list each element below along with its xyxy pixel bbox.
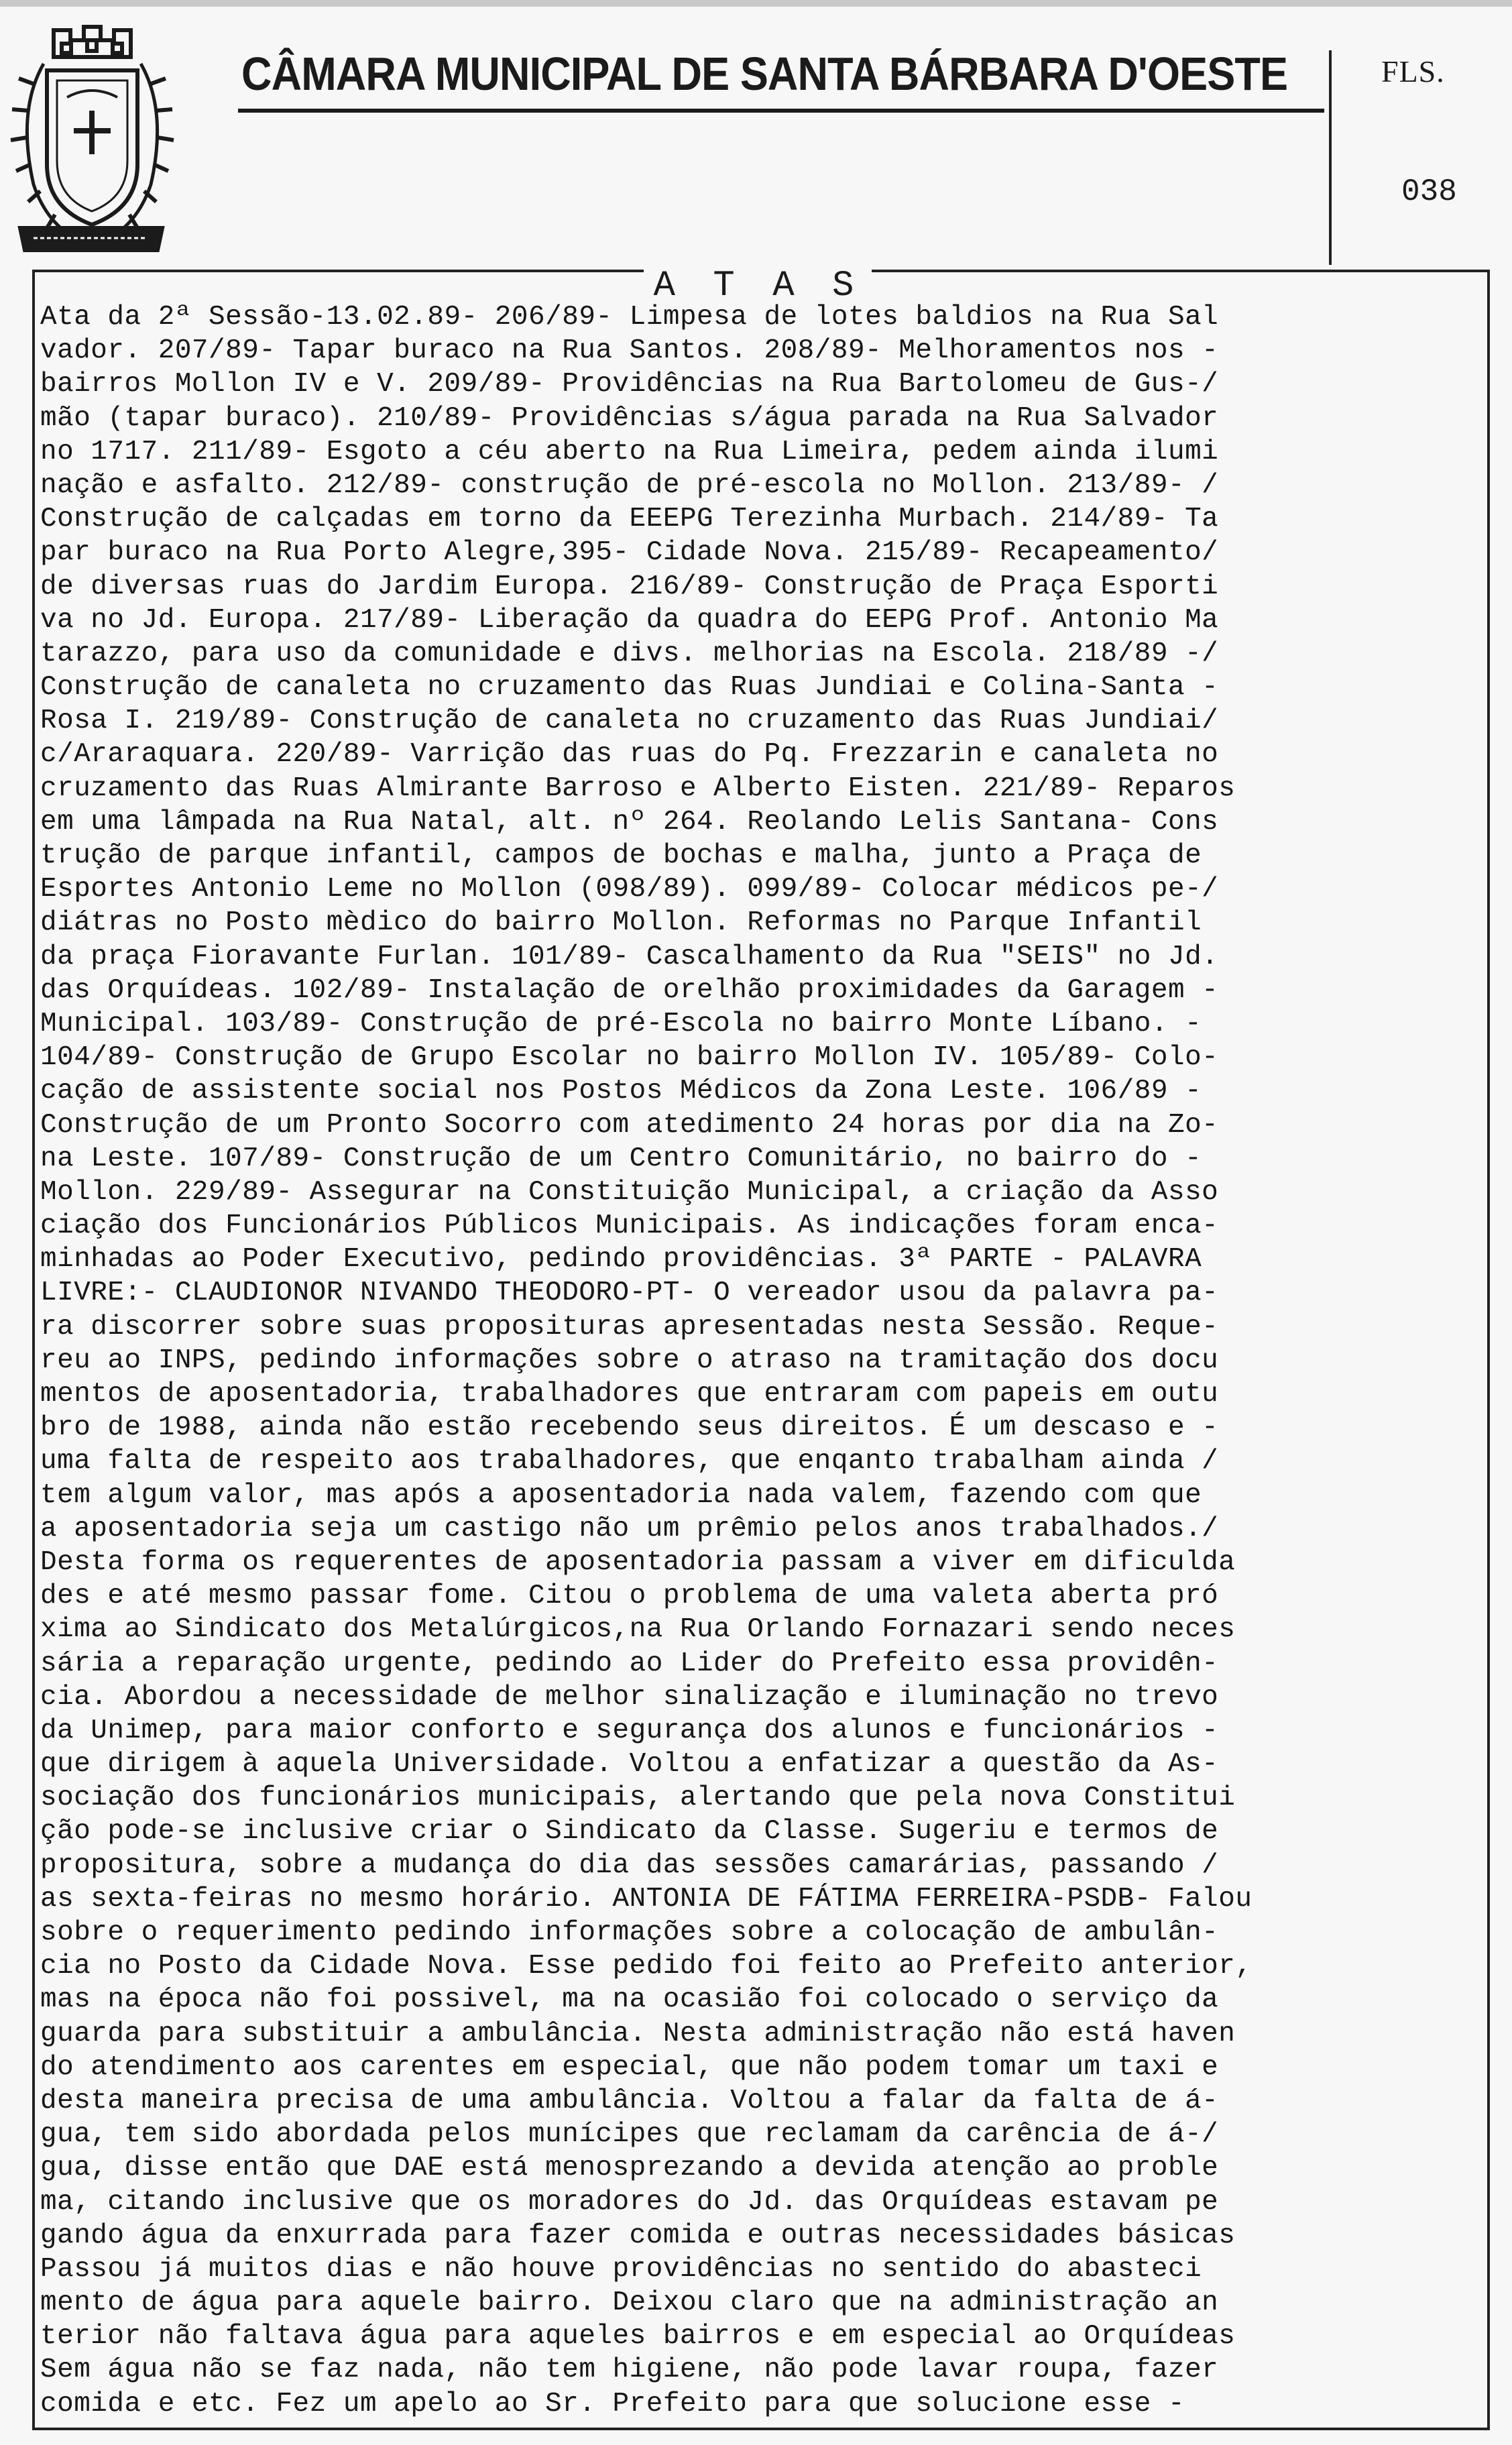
folio-number: 038: [1401, 174, 1457, 209]
fls-label: FLS.: [1381, 54, 1445, 89]
text-line: de diversas ruas do Jardim Europa. 216/89- Construção de Praça Esporti: [40, 571, 1219, 602]
text-line: ção pode-se inclusive criar o Sindicato da Classe. Sugeriu e termos de: [40, 1816, 1219, 1847]
text-line: Ata da 2ª Sessão-13.02.89- 206/89- Limpesa de lotes baldios na Rua Sal: [40, 302, 1219, 333]
text-line: LIVRE:- CLAUDIONOR NIVANDO THEODORO-PT- O vereador usou da palavra pa-: [40, 1277, 1219, 1309]
municipal-coat-of-arms-icon: [7, 10, 176, 258]
text-line: Sem água não se faz nada, não tem higiene, não pode lavar roupa, fazer: [40, 2354, 1219, 2386]
letterhead: [0, 0, 1512, 268]
text-line: na Leste. 107/89- Construção de um Centro Comunitário, no bairro do -: [40, 1143, 1202, 1174]
text-line: mas na época não foi possivel, ma na ocasião foi colocado o serviço da: [40, 1984, 1219, 2016]
text-line: cia no Posto da Cidade Nova. Esse pedido foi feito ao Prefeito anterior,: [40, 1951, 1253, 1982]
section-heading: A T A S: [644, 263, 872, 310]
text-line: Construção de um Pronto Socorro com atedimento 24 horas por dia na Zo-: [40, 1109, 1219, 1141]
text-line: mão (tapar buraco). 210/89- Providências s/água parada na Rua Salvador: [40, 402, 1219, 434]
text-line: tarazzo, para uso da comunidade e divs. melhorias na Escola. 218/89 -/: [40, 638, 1219, 669]
text-line: gando água da enxurrada para fazer comida e outras necessidades básicas: [40, 2220, 1236, 2251]
text-line: em uma lâmpada na Rua Natal, alt. nº 264. Reolando Lelis Santana- Cons: [40, 806, 1219, 838]
text-line: bro de 1988, ainda não estão recebendo seus direitos. É um descaso e -: [40, 1412, 1219, 1444]
text-line: mentos de aposentadoria, trabalhadores que entraram com papeis em outu: [40, 1379, 1219, 1410]
text-line: cação de assistente social nos Postos Médicos da Zona Leste. 106/89 -: [40, 1076, 1202, 1107]
text-line: c/Araraquara. 220/89- Varrição das ruas do Pq. Frezzarin e canaleta no: [40, 739, 1219, 771]
text-line: comida e etc. Fez um apelo ao Sr. Prefeito para que solucione esse -: [40, 2388, 1185, 2420]
text-line: as sexta-feiras no mesmo horário. ANTONIA DE FÁTIMA FERREIRA-PSDB- Falou: [40, 1883, 1253, 1915]
text-line: tem algum valor, mas após a aposentadoria nada valem, fazendo com que: [40, 1479, 1202, 1511]
text-line: mento de água para aquele bairro. Deixou claro que na administração an: [40, 2287, 1219, 2319]
text-line: xima ao Sindicato dos Metalúrgicos,na Rua Orlando Fornazari sendo neces: [40, 1614, 1236, 1646]
text-line: Municipal. 103/89- Construção de pré-Escola no bairro Monte Líbano. -: [40, 1008, 1202, 1039]
institution-title: CÂMARA MUNICIPAL DE SANTA BÁRBARA D'OESTE: [241, 48, 1288, 100]
header-divider: [1329, 50, 1332, 265]
text-line: reu ao INPS, pedindo informações sobre o atraso na tramitação dos docu: [40, 1345, 1219, 1376]
text-line: par buraco na Rua Porto Alegre,395- Cidade Nova. 215/89- Recapeamento/: [40, 537, 1219, 569]
text-line: sária a reparação urgente, pedindo ao Lider do Prefeito essa providên-: [40, 1648, 1219, 1679]
text-line: bairros Mollon IV e V. 209/89- Providências na Rua Bartolomeu de Gus-/: [40, 369, 1219, 400]
text-line: ra discorrer sobre suas proposituras apresentadas nesta Sessão. Reque-: [40, 1311, 1219, 1343]
text-line: vador. 207/89- Tapar buraco na Rua Santos. 208/89- Melhoramentos nos -: [40, 335, 1219, 367]
text-line: Mollon. 229/89- Assegurar na Constituição Municipal, a criação da Asso: [40, 1176, 1219, 1208]
text-line: terior não faltava água para aqueles bairros e em especial ao Orquídeas: [40, 2321, 1236, 2352]
text-line: do atendimento aos carentes em especial, que não podem tomar um taxi e: [40, 2051, 1219, 2083]
text-line: desta maneira precisa de uma ambulância. Voltou a falar da falta de á-: [40, 2085, 1219, 2116]
text-line: Passou já muitos dias e não houve providências no sentido do abasteci: [40, 2253, 1202, 2285]
text-line: Rosa I. 219/89- Construção de canaleta no cruzamento das Ruas Jundiai/: [40, 705, 1219, 737]
text-line: guarda para substituir a ambulância. Nesta administração não está haven: [40, 2018, 1236, 2049]
text-line: Construção de canaleta no cruzamento das Ruas Jundiai e Colina-Santa -: [40, 672, 1219, 703]
text-line: no 1717. 211/89- Esgoto a céu aberto na Rua Limeira, pedem ainda ilumi: [40, 436, 1219, 467]
text-line: ciação dos Funcionários Públicos Municipais. As indicações foram enca-: [40, 1210, 1219, 1242]
text-line: nação e asfalto. 212/89- construção de pré-escola no Mollon. 213/89- /: [40, 469, 1219, 501]
text-line: minhadas ao Poder Executivo, pedindo providências. 3ª PARTE - PALAVRA: [40, 1244, 1202, 1275]
text-line: cruzamento das Ruas Almirante Barroso e Alberto Eisten. 221/89- Reparos: [40, 773, 1236, 804]
text-line: ma, citando inclusive que os moradores do Jd. das Orquídeas estavam pe: [40, 2186, 1219, 2218]
text-line: da praça Fioravante Furlan. 101/89- Cascalhamento da Rua "SEIS" no Jd.: [40, 941, 1219, 972]
text-line: trução de parque infantil, campos de bochas e malha, junto a Praça de: [40, 840, 1202, 871]
text-line: uma falta de respeito aos trabalhadores, que enqanto trabalham ainda /: [40, 1446, 1219, 1477]
text-line: va no Jd. Europa. 217/89- Liberação da quadra do EEPG Prof. Antonio Ma: [40, 604, 1219, 636]
minutes-text: [40, 300, 1489, 2421]
text-line: Esportes Antonio Leme no Mollon (098/89). 099/89- Colocar médicos pe-/: [40, 874, 1219, 905]
text-line: propositura, sobre a mudança do dia das sessões camarárias, passando /: [40, 1850, 1219, 1881]
text-line: gua, tem sido abordada pelos munícipes que reclamam da carência de á-/: [40, 2119, 1219, 2151]
text-line: diátras no Posto mèdico do bairro Mollon. Reformas no Parque Infantil: [40, 907, 1202, 939]
text-line: da Unimep, para maior conforto e segurança dos alunos e funcionários -: [40, 1715, 1219, 1746]
text-line: que dirigem à aquela Universidade. Voltou a enfatizar a questão da As-: [40, 1749, 1219, 1780]
text-line: sociação dos funcionários municipais, alertando que pela nova Constitui: [40, 1782, 1236, 1814]
text-line: gua, disse então que DAE está menosprezando a devida atenção ao proble: [40, 2153, 1219, 2184]
text-line: cia. Abordou a necessidade de melhor sinalização e iluminação no trevo: [40, 1681, 1219, 1713]
text-line: sobre o requerimento pedindo informações sobre a colocação de ambulân-: [40, 1917, 1219, 1948]
text-line: Construção de calçadas em torno da EEEPG Terezinha Murbach. 214/89- Ta: [40, 504, 1219, 535]
text-line: Desta forma os requerentes de aposentadoria passam a viver em dificulda: [40, 1546, 1236, 1578]
text-line: des e até mesmo passar fome. Citou o problema de uma valeta aberta pró: [40, 1581, 1219, 1612]
text-line: a aposentadoria seja um castigo não um prêmio pelos anos trabalhados./: [40, 1513, 1219, 1544]
text-line: das Orquídeas. 102/89- Instalação de orelhão proximidades da Garagem -: [40, 974, 1219, 1006]
title-underline: [238, 109, 1324, 113]
text-line: 104/89- Construção de Grupo Escolar no bairro Mollon IV. 105/89- Colo-: [40, 1042, 1219, 1074]
